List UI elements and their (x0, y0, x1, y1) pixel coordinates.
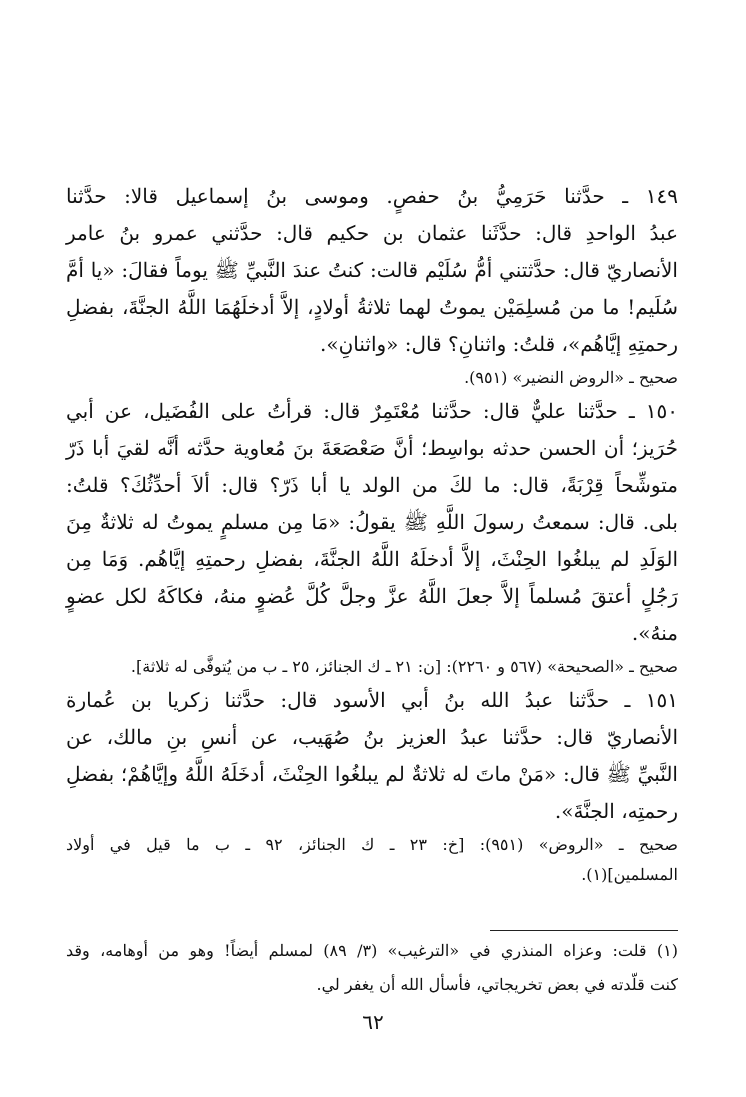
footnote (66, 934, 678, 1002)
hadith-line: الوَلَدِ لم يبلغُوا الحِنْثَ، إلاَّ أدخلَهُ اللَّهُ الجنَّةَ، بفضلِ رحمتِهِ إيَّاهُم. وَمَا مِن (66, 547, 678, 571)
hadith-grade: صحيح ـ «الصحيحة» (٥٦٧ و ٢٢٦٠): [ن: ٢١ ـ ك الجنائز، ٢٥ ـ ب من يُتوفَّى له ثلاثة]. (130, 657, 678, 676)
hadith-line: منهُ». (631, 621, 678, 645)
hadith-line: حُرَيز؛ أن الحسن حدثه بواسِط؛ أنَّ صَعْصَعَةَ بنَ مُعاوية حدَّثه أنَّه لقيَ أبا ذَرّ (66, 436, 678, 460)
footnote-separator (490, 930, 678, 931)
footnote-line: (١) قلت: وعزاه المنذري في «الترغيب» (٣/ ٨٩) لمسلم أيضاً! وهو من أوهامه، وقد (66, 941, 678, 960)
hadith-line: ١٥١ ـ حدَّثنا عبدُ الله بنُ أبي الأسود قال: حدَّثنا زكريا بن عُمارة (66, 688, 678, 712)
hadith-line: ١٥٠ ـ حدَّثنا عليٌّ قال: حدَّثنا مُعْتَمِرٌ قال: قرأتُ على الفُضَيل، عن أبي (66, 399, 678, 423)
hadith-151 (66, 682, 678, 890)
page-number: ٦٢ (362, 1010, 384, 1034)
hadith-line: سُلَيم! ما من مُسلِمَيْن يموتُ لهما ثلاثةُ أولادٍ، إلاَّ أدخلَهُمَا اللَّهُ الجنَّةَ، بفضلِ (66, 295, 678, 319)
hadith-grade: صحيح ـ «الروض النضير» (٩٥١). (464, 368, 678, 387)
footnote-line: كنت قلّدته في بعض تخريجاتي، فأسأل الله أن يغفر لي. (316, 975, 678, 994)
hadith-grade: المسلمين](١). (581, 865, 678, 884)
hadith-line: متوشِّحاً قِرْبَةً، قال: ما لكَ من الولد يا أبا ذَرّ؟ قال: ألاَ أحدِّثُكَ؟ قلتُ: (66, 473, 678, 497)
hadith-149 (66, 178, 678, 393)
hadith-grade: صحيح ـ «الروض» (٩٥١): [خ: ٢٣ ـ ك الجنائز، ٩٢ ـ ب ما قيل في أولاد (66, 835, 679, 854)
hadith-line: رحمتِهِ إيَّاهُم»، قلتُ: واثنانِ؟ قال: «واثنانِ». (319, 332, 678, 356)
hadith-line: الأنصاريّ قال: حدَّثنا عبدُ العزيز بنُ صُهَيب، عن أنسِ بنِ مالك، عن (66, 725, 678, 749)
hadith-line: ١٤٩ ـ حدَّثنا حَرَمِيُّ بنُ حفصٍ. وموسى بنُ إسماعيل قالا: حدَّثنا (66, 184, 678, 208)
page-body (66, 178, 678, 890)
hadith-line: الأنصاريّ قال: حدَّثتني أمُّ سُلَيْم قالت: كنتُ عندَ النَّبيِّ ﷺ يوماً فقالَ: «يا أمَّ (66, 258, 678, 282)
hadith-line: رَجُلٍ أعتقَ مُسلماً إلاَّ جعلَ اللَّهُ عزَّ وجلَّ كُلَّ عُضوٍ منهُ، فكاكَهُ لكل عضوٍ (66, 584, 678, 608)
hadith-150 (66, 393, 678, 682)
hadith-line: عبدُ الواحدِ قال: حدَّثَنا عثمان بن حكيم قال: حدَّثني عمرو بنُ عامر (66, 221, 678, 245)
hadith-line: النَّبيِّ ﷺ قال: «مَنْ ماتَ له ثلاثةٌ لم يبلغُوا الحِنْثَ، أدخَلَهُ اللَّهُ وإيَّاهُمْ؛ بفضلِ (66, 762, 678, 786)
hadith-line: بلى. قال: سمعتُ رسولَ اللَّهِ ﷺ يقولُ: «مَا مِن مسلمٍ يموتُ له ثلاثةٌ مِنَ (66, 510, 678, 534)
hadith-line: رحمتِه، الجنَّةَ». (554, 799, 678, 823)
